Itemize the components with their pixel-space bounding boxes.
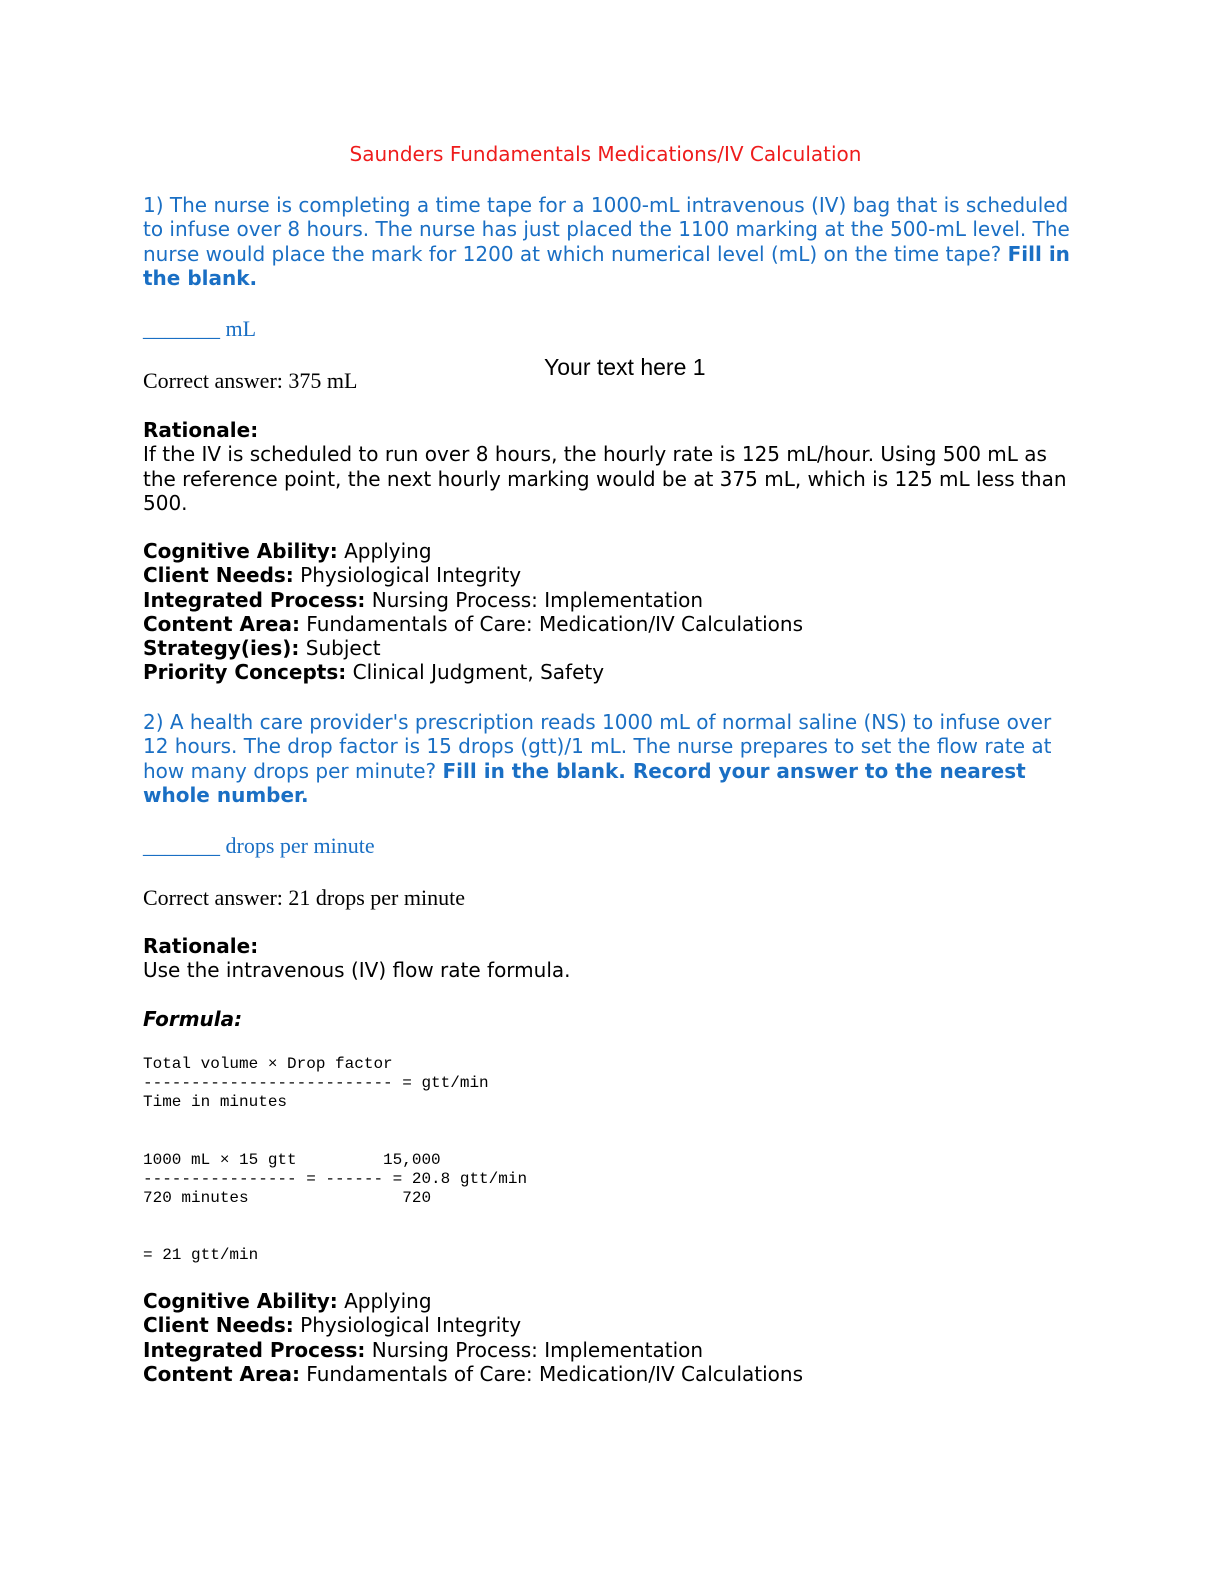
- question-2-rationale: [143, 934, 1073, 983]
- formula-heading: Formula:: [143, 1007, 243, 1031]
- meta-cognitive-ability: Cognitive Ability: Applying: [143, 1289, 432, 1313]
- question-1-body: 1) The nurse is completing a time tape for a 1000-mL intravenous (IV) bag that is scheduled to infuse over 8 hours. The nurse has just placed the 1100 marking at the 500-mL level. The nurse would place the mark for 1200 at which numerical level (mL) on the time tape?: [143, 193, 1070, 266]
- formula-worked: 1000 mL × 15 gtt 15,000 ---------------- = ------ = 20.8 gtt/min 720 minutes 720: [143, 1151, 528, 1207]
- meta-priority-concepts: Priority Concepts: Clinical Judgment, Safety: [143, 660, 605, 685]
- rationale-text: Use the intravenous (IV) flow rate formula.: [143, 958, 571, 983]
- meta-content-area: Content Area: Fundamentals of Care: Medication/IV Calculations: [143, 611, 803, 636]
- overlay-text: Your text here 1: [544, 354, 706, 380]
- question-1-instruction: Fill in the blank.: [143, 241, 1070, 290]
- meta-strategies: Strategy(ies): Subject: [143, 636, 381, 661]
- question-2-text: [143, 710, 1073, 807]
- question-1-correct-answer: Correct answer: 375 mL: [143, 368, 358, 393]
- formula-general: Total volume × Drop factor -------------------------- = gtt/min Time in minutes: [143, 1055, 489, 1111]
- document-title: Saunders Fundamentals Medications/IV Calculation: [349, 142, 862, 166]
- meta-client-needs: Client Needs: Physiological Integrity: [143, 563, 522, 588]
- question-2-correct-answer: Correct answer: 21 drops per minute: [143, 885, 465, 910]
- rationale-label: Rationale:: [143, 934, 259, 958]
- question-1-answer-blank: _______ mL: [143, 316, 257, 341]
- meta-integrated-process: Integrated Process: Nursing Process: Implementation: [143, 587, 704, 612]
- meta-integrated-process: Integrated Process: Nursing Process: Implementation: [143, 1337, 704, 1362]
- rationale-label: Rationale:: [143, 418, 259, 442]
- rationale-text: If the IV is scheduled to run over 8 hours, the hourly rate is 125 mL/hour. Using 500 mL as the reference point, the next hourly marking would be at 375 mL, which is 125 mL less than 500.: [143, 442, 1067, 515]
- meta-content-area: Content Area: Fundamentals of Care: Medication/IV Calculations: [143, 1361, 803, 1386]
- question-2-answer-blank: _______ drops per minute: [143, 833, 375, 858]
- formula-result: = 21 gtt/min: [143, 1246, 259, 1264]
- question-2-metadata: [143, 1289, 803, 1386]
- question-2-body: 2) A health care provider's prescription reads 1000 mL of normal saline (NS) to infuse over 12 hours. The drop factor is 15 drops (gtt)/1 mL. The nurse prepares to set the flow rate at how many drops per minute?: [143, 710, 1052, 783]
- question-1-rationale: [143, 418, 1073, 515]
- meta-cognitive-ability: Cognitive Ability: Applying: [143, 539, 432, 563]
- question-2-instruction: Fill in the blank. Record your answer to the nearest whole number.: [143, 758, 1026, 807]
- meta-client-needs: Client Needs: Physiological Integrity: [143, 1313, 522, 1338]
- question-1-metadata: [143, 539, 803, 685]
- question-1-text: [143, 193, 1073, 290]
